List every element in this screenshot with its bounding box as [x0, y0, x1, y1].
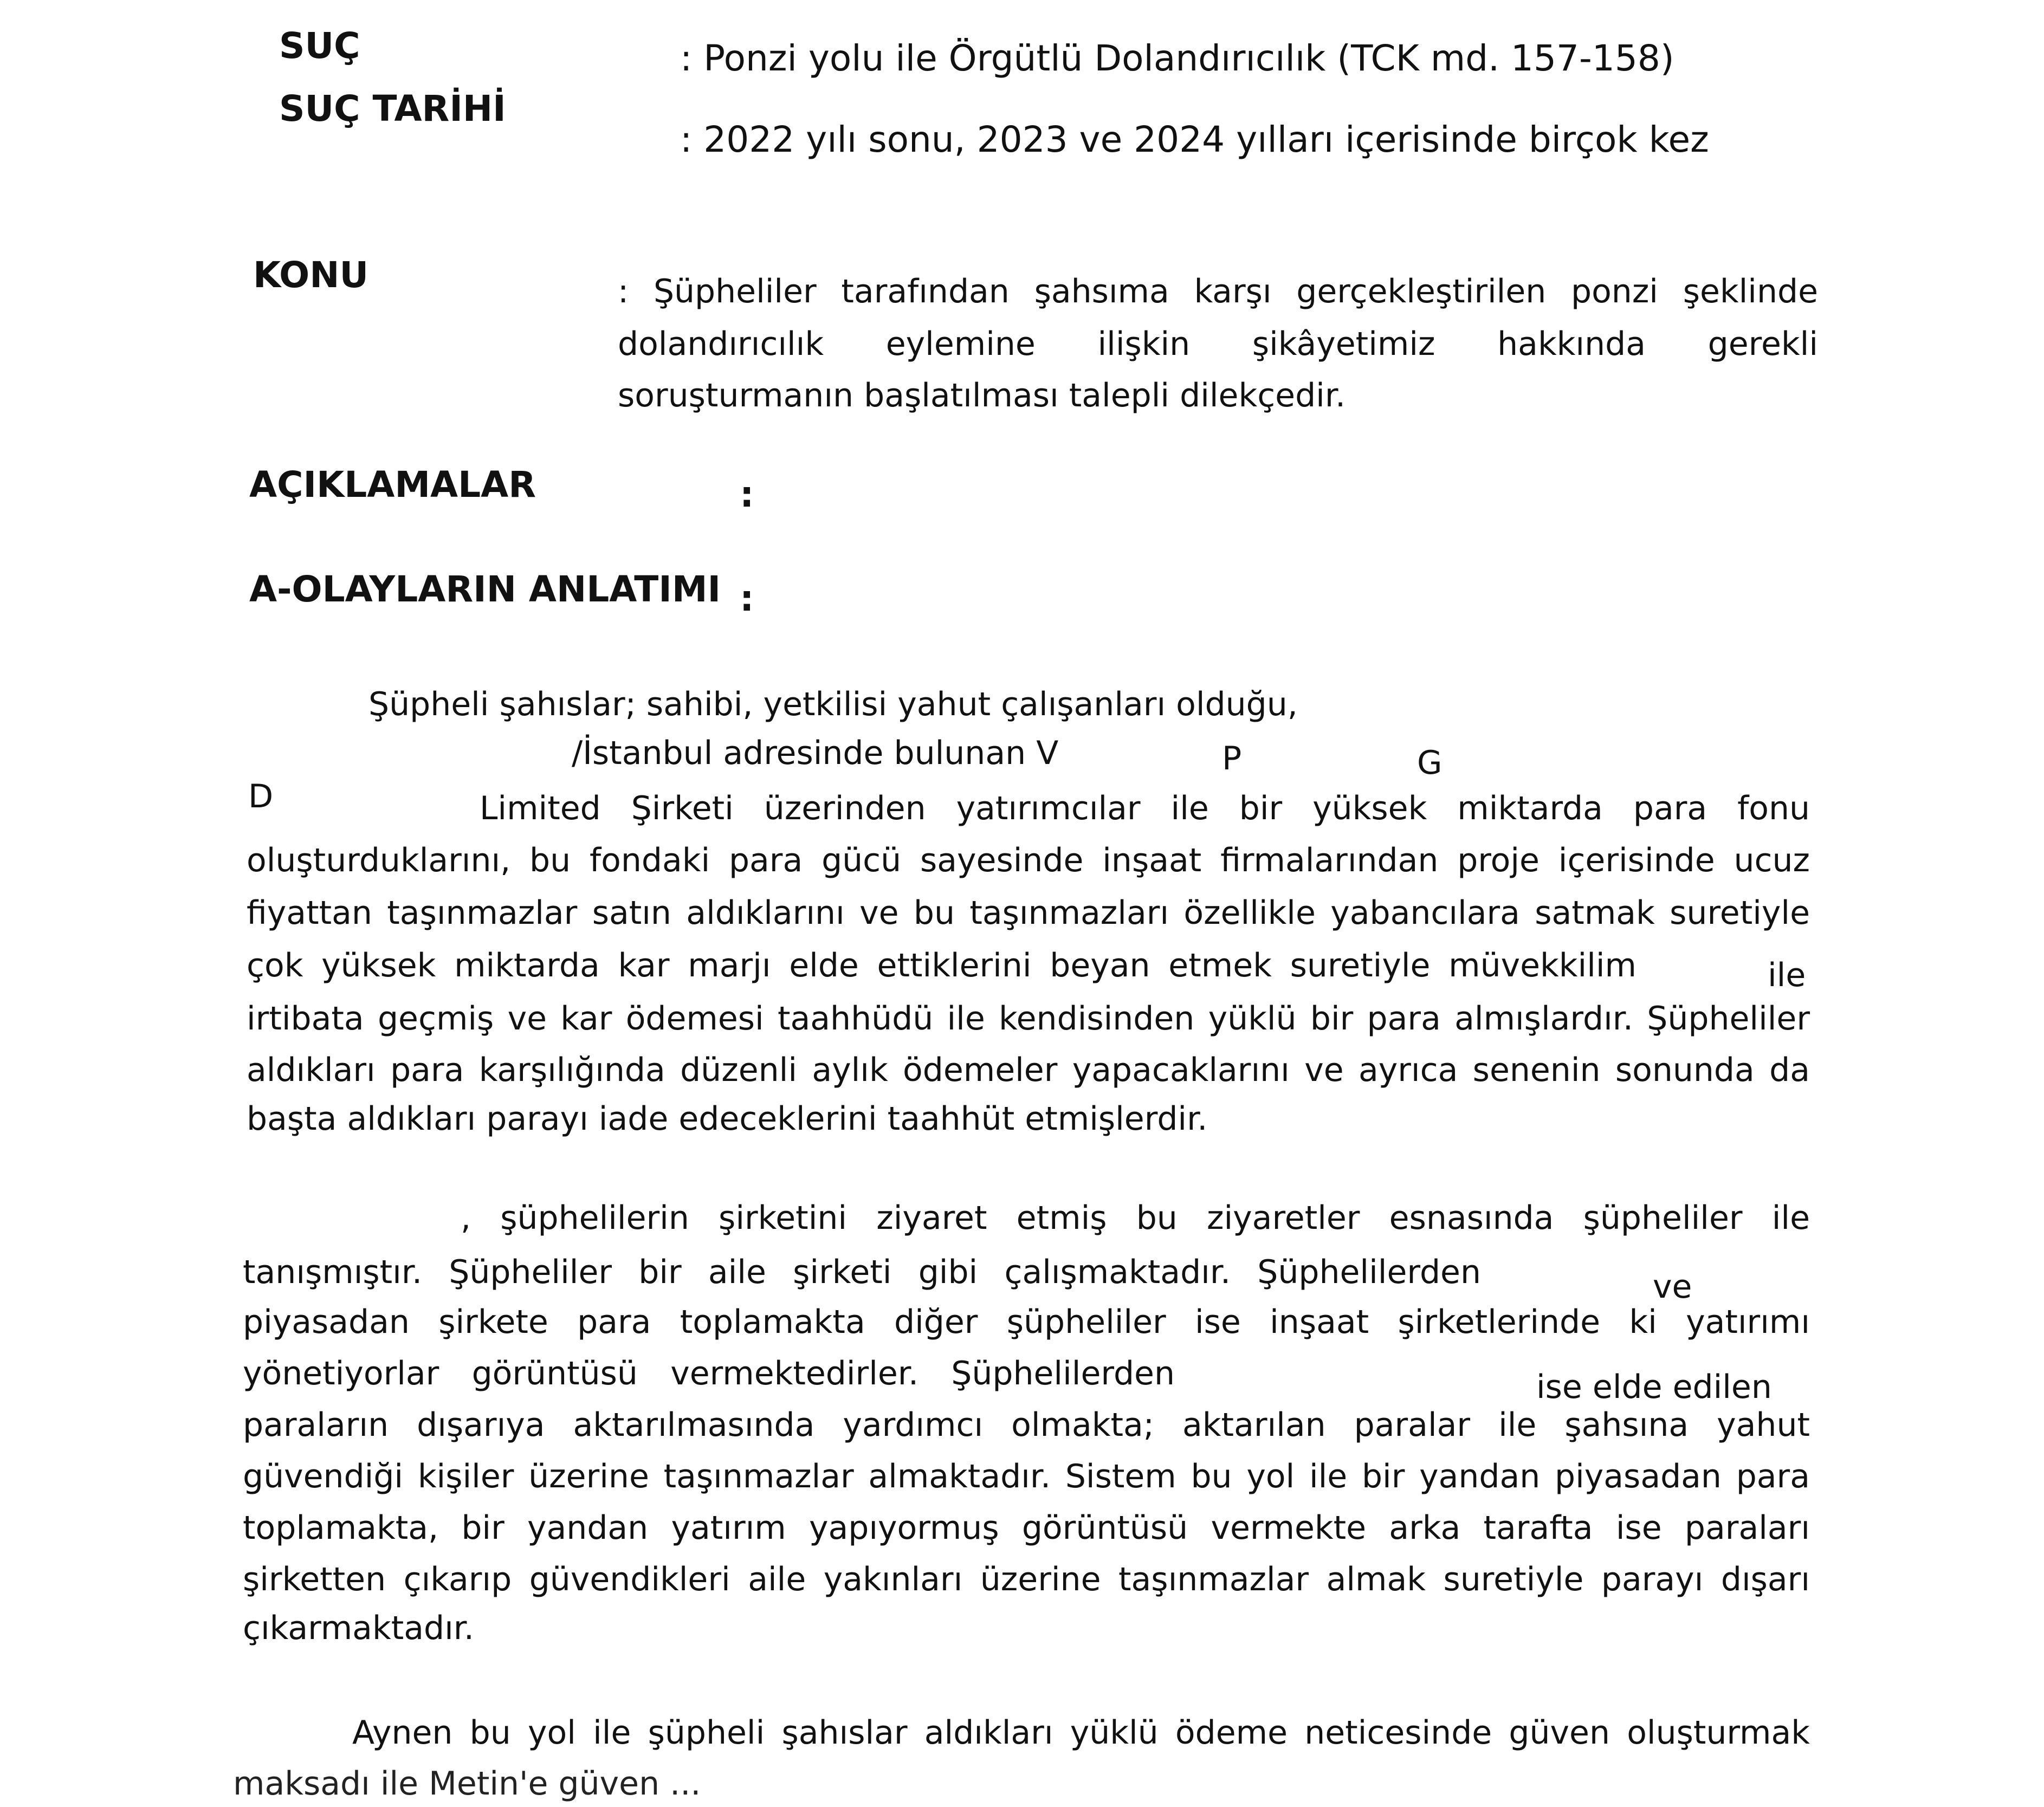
olaylar-label: A-OLAYLARIN ANLATIMI	[249, 568, 721, 610]
p1-fragment-g: G	[1417, 744, 1443, 782]
p2-line-2a: tanışmıştır. Şüpheliler bir aile şirketi gibi çalışmaktadır. Şüphelilerden	[243, 1253, 1481, 1291]
suc-tarihi-value: : 2022 yılı sonu, 2023 ve 2024 yılları içerisinde birçok kez	[680, 119, 1709, 160]
p2-line-9: çıkarmaktadır.	[243, 1609, 474, 1647]
olaylar-colon: :	[740, 578, 754, 619]
p2-line-5: paraların dışarıya aktarılmasında yardımcı olmakta; aktarılan paralar ile şahsına yahut	[243, 1406, 1810, 1444]
p2-line-6: güvendiği kişiler üzerine taşınmazlar almaktadır. Sistem bu yol ile bir yandan piyasadan para	[243, 1458, 1810, 1495]
suc-tarihi-label: SUÇ TARİHİ	[279, 88, 506, 129]
konu-line-2: dolandırıcılık eylemine ilişkin şikâyetimiz hakkında gerekli	[618, 325, 1818, 363]
p1-line-6a: çok yüksek miktarda kar marjı elde ettiklerini beyan etmek suretiyle müvekkilim	[247, 947, 1637, 985]
konu-line-1: : Şüpheliler tarafından şahsıma karşı gerçekleştirilen ponzi şeklinde	[618, 273, 1818, 310]
konu-line-3: soruşturmanın başlatılması talepli dilekçedir.	[618, 377, 1346, 414]
p2-line-4a: yönetiyorlar görüntüsü vermektedirler. Şüphelilerden	[243, 1355, 1175, 1393]
p3-line-2-partial: maksadı ile Metin'e güven ...	[233, 1765, 701, 1803]
p2-line-7: toplamakta, bir yandan yatırım yapıyormuş görüntüsü vermekte arka tarafta ise paraları	[243, 1509, 1810, 1547]
p1-line-3: Limited Şirketi üzerinden yatırımcılar ile bir yüksek miktarda para fonu	[480, 789, 1810, 827]
suc-label: SUÇ	[279, 25, 360, 67]
p1-line-2: /İstanbul adresinde bulunan V	[572, 734, 1059, 772]
p2-line-8: şirketten çıkarıp güvendikleri aile yakınları üzerine taşınmazlar almak suretiyle parayı dışarı	[243, 1560, 1810, 1598]
p1-fragment-d: D	[248, 778, 274, 815]
p1-line-4: oluşturduklarını, bu fondaki para gücü sayesinde inşaat firmalarından proje içerisinde ucuz	[247, 841, 1810, 879]
p1-line-6b: ile	[1768, 956, 1806, 994]
p1-line-8: aldıkları para karşılığında düzenli aylık ödemeler yapacaklarını ve ayrıca senenin sonunda da	[247, 1051, 1810, 1089]
p2-line-3: piyasadan şirkete para toplamakta diğer şüpheliler ise inşaat şirketlerinde ki yatırımı	[243, 1303, 1810, 1341]
aciklamalar-label: AÇIKLAMALAR	[249, 464, 536, 506]
p1-line-9: başta aldıkları parayı iade edeceklerini taahhüt etmişlerdir.	[247, 1100, 1208, 1138]
p2-line-4b: ise elde edilen	[1536, 1368, 1772, 1406]
suc-value: : Ponzi yolu ile Örgütlü Dolandırıcılık (TCK md. 157-158)	[680, 37, 1674, 79]
p1-line-1: Şüpheli şahıslar; sahibi, yetkilisi yahut çalışanları olduğu,	[368, 685, 1298, 723]
p2-line-1: , şüphelilerin şirketini ziyaret etmiş bu ziyaretler esnasında şüpheliler ile	[461, 1199, 1810, 1237]
p1-line-7: irtibata geçmiş ve kar ödemesi taahhüdü ile kendisinden yüklü bir para almışlardır. Şüpheliler	[247, 1000, 1810, 1038]
p1-fragment-p: P	[1222, 740, 1242, 778]
p1-line-5: fiyattan taşınmazlar satın aldıklarını ve bu taşınmazları özellikle yabancılara satmak suretiyle	[247, 894, 1810, 932]
konu-label: KONU	[253, 254, 369, 296]
p3-line-1: Aynen bu yol ile şüpheli şahıslar aldıkları yüklü ödeme neticesinde güven oluşturmak	[352, 1714, 1810, 1752]
p2-line-2b: ve	[1653, 1268, 1692, 1306]
aciklamalar-colon: :	[740, 474, 754, 515]
